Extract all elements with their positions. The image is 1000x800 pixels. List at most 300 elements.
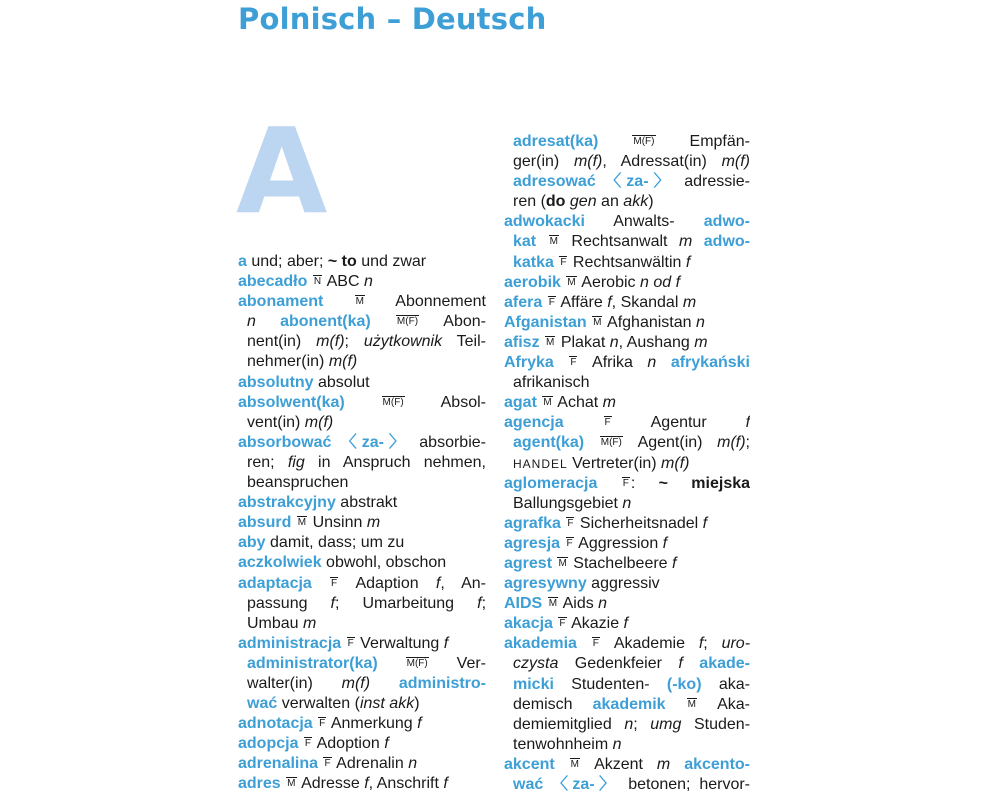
entry-text: Sicherheitsnadel bbox=[575, 514, 703, 532]
entry-line bbox=[504, 695, 750, 715]
entry-text: Akzent bbox=[581, 755, 657, 773]
entry-line bbox=[504, 735, 750, 755]
grammar-note: n bbox=[363, 273, 373, 291]
entry-line bbox=[238, 714, 486, 734]
grammar-note: f bbox=[364, 775, 369, 793]
headword: katka bbox=[513, 253, 554, 271]
entry-line bbox=[504, 192, 750, 212]
entry-text bbox=[542, 595, 546, 612]
entry-line bbox=[504, 313, 750, 333]
gender-marker: M bbox=[558, 557, 567, 569]
headword: adresować 〈za-〉 bbox=[513, 173, 675, 191]
gender-marker: F bbox=[566, 537, 573, 549]
entry-text bbox=[537, 394, 541, 411]
headword: administro- bbox=[398, 674, 486, 692]
entry-text: Adaption bbox=[339, 574, 436, 592]
entry-text: Afrika bbox=[578, 354, 648, 372]
entry-text: : bbox=[630, 474, 659, 492]
grammar-note: akk bbox=[623, 193, 649, 211]
entry-text bbox=[371, 313, 395, 330]
entry-line bbox=[504, 514, 750, 534]
entry-line bbox=[504, 373, 750, 393]
grammar-note: inst akk bbox=[359, 695, 415, 713]
entry-text bbox=[345, 394, 381, 411]
entry-text bbox=[378, 655, 405, 672]
headword: wać bbox=[247, 695, 278, 713]
entry-text: , An- bbox=[440, 574, 486, 592]
entry-text: ; Umarbeitung bbox=[334, 594, 478, 612]
entry-text: Aids bbox=[559, 595, 599, 613]
entry-line bbox=[238, 614, 486, 634]
headword: afera bbox=[504, 293, 543, 311]
entry-text: Adoption bbox=[313, 735, 385, 753]
headword: adwo- bbox=[703, 213, 750, 231]
grammar-note: f bbox=[443, 775, 448, 793]
gender-marker: F bbox=[570, 357, 577, 369]
entry-line bbox=[504, 393, 750, 413]
grammar-note: m bbox=[303, 614, 317, 632]
headword: (-ko) bbox=[666, 675, 702, 693]
entry-text bbox=[561, 274, 565, 291]
entry-text bbox=[536, 233, 547, 250]
headword: afisz bbox=[504, 333, 540, 351]
entry-text: Studen- bbox=[681, 715, 750, 733]
entry-text: Aggression bbox=[574, 534, 663, 552]
entry-text bbox=[587, 314, 591, 331]
entry-text: absorbie- bbox=[409, 433, 486, 451]
grammar-note: n bbox=[609, 333, 619, 351]
entry-line bbox=[238, 634, 486, 654]
entry-text: Adresse bbox=[297, 775, 365, 793]
gender-marker: M(F) bbox=[396, 316, 419, 328]
grammar-note: użytkownik bbox=[363, 333, 443, 351]
grammar-note: n bbox=[647, 354, 657, 372]
grammar-note: f bbox=[702, 514, 708, 532]
entry-text: Ballungsgebiet bbox=[513, 494, 623, 512]
entry-text: ABC bbox=[323, 273, 364, 291]
headword: agrest bbox=[504, 554, 553, 572]
entry-text bbox=[554, 254, 558, 271]
entry-text: Vertreter(in) bbox=[567, 454, 662, 472]
entry-text: nehmer(in) bbox=[247, 353, 329, 371]
entry-text: an bbox=[596, 193, 624, 211]
entry-line bbox=[238, 252, 486, 272]
headword: agrafka bbox=[504, 514, 561, 532]
entry-line bbox=[504, 634, 750, 654]
entry-text: nent(in) bbox=[247, 333, 317, 351]
entry-text bbox=[598, 133, 631, 150]
entry-text bbox=[553, 615, 557, 632]
grammar-note: f bbox=[443, 634, 449, 652]
entry-text bbox=[323, 293, 353, 310]
grammar-note: f bbox=[698, 635, 704, 653]
entry-text: Achat bbox=[553, 394, 603, 412]
entry-text bbox=[542, 294, 546, 311]
entry-text: Abon- bbox=[420, 313, 486, 331]
headword: abstrakcyjny bbox=[238, 494, 336, 512]
entry-text bbox=[313, 715, 317, 732]
headword: kat bbox=[513, 233, 537, 251]
gender-marker: M bbox=[287, 778, 296, 790]
entry-text bbox=[312, 575, 329, 592]
entry-text bbox=[577, 635, 591, 652]
entry-text: ; bbox=[481, 594, 486, 612]
headword: absolwent(ka) bbox=[238, 393, 345, 411]
headword: agat bbox=[504, 394, 537, 412]
grammar-note: m bbox=[694, 333, 708, 351]
entry-text: aka- bbox=[701, 675, 750, 693]
entry-line bbox=[504, 232, 750, 252]
entry-line bbox=[504, 172, 750, 192]
gender-marker: F bbox=[560, 256, 567, 268]
entry-text bbox=[298, 735, 302, 752]
headword: akcento- bbox=[684, 755, 750, 773]
entry-text: Studenten- bbox=[553, 675, 667, 693]
entry-text bbox=[666, 696, 686, 713]
headword: absurd bbox=[238, 514, 292, 532]
domain-label: HANDEL bbox=[513, 456, 568, 471]
entry-text: Abonnement bbox=[365, 293, 486, 311]
gender-marker: F bbox=[324, 758, 331, 770]
entry-line bbox=[238, 513, 486, 533]
dictionary-column-right bbox=[504, 132, 750, 795]
gender-marker: M bbox=[546, 336, 555, 348]
entry-text: demiemitglied bbox=[513, 715, 625, 733]
entry-text: ) bbox=[414, 695, 420, 713]
entry-line bbox=[238, 393, 486, 413]
gender-marker: M bbox=[687, 698, 696, 710]
entry-text: Aka- bbox=[697, 695, 750, 713]
headword: adres bbox=[238, 775, 281, 793]
entry-text: und; aber; bbox=[246, 253, 328, 270]
entry-text: Absol- bbox=[405, 393, 486, 411]
entry-text bbox=[291, 514, 295, 531]
headword: agresja bbox=[504, 534, 561, 552]
gender-marker: F bbox=[604, 417, 611, 429]
entry-line bbox=[504, 654, 750, 674]
entry-text: , Anschrift bbox=[368, 775, 444, 793]
grammar-note: m(f) bbox=[341, 674, 371, 692]
gender-marker: F bbox=[567, 517, 574, 529]
headword: adaptacja bbox=[238, 574, 312, 592]
entry-text: Anwalts- bbox=[584, 213, 704, 231]
headword: akademik bbox=[592, 695, 666, 713]
grammar-note: m bbox=[366, 514, 381, 532]
entry-text: Umbau bbox=[247, 614, 304, 632]
entry-text bbox=[307, 273, 311, 290]
entry-line bbox=[504, 474, 750, 494]
entry-text: demisch bbox=[513, 695, 593, 713]
entry-text: ; bbox=[703, 635, 722, 653]
headword: adwokacki bbox=[504, 213, 585, 231]
entry-line bbox=[504, 273, 750, 293]
gender-marker: F bbox=[331, 577, 338, 589]
entry-text bbox=[370, 675, 399, 692]
headword: adnotacja bbox=[238, 715, 313, 733]
entry-text: vent(in) bbox=[247, 413, 305, 431]
entry-text: Akademie bbox=[600, 635, 699, 653]
grammar-note: f bbox=[330, 594, 335, 612]
gender-marker: M bbox=[593, 316, 602, 328]
entry-text: ; bbox=[344, 333, 364, 351]
grammar-note: m(f) bbox=[304, 413, 334, 431]
entry-text bbox=[597, 475, 620, 492]
entry-text: Akazie bbox=[567, 615, 624, 633]
headword: wać 〈za-〉 bbox=[513, 776, 620, 793]
grammar-note: n bbox=[612, 735, 622, 753]
grammar-note: f bbox=[435, 574, 441, 592]
gender-marker: F bbox=[319, 718, 326, 730]
entry-text bbox=[670, 756, 684, 773]
entry-line bbox=[238, 473, 486, 493]
entry-line bbox=[238, 674, 486, 694]
entry-text bbox=[584, 434, 599, 451]
entry-text: Afghanistan bbox=[603, 313, 696, 331]
headword: micki bbox=[513, 675, 554, 693]
entry-text: Ver- bbox=[429, 654, 486, 672]
entry-line bbox=[238, 352, 486, 372]
entry-line bbox=[238, 453, 486, 473]
entry-text: Agentur bbox=[612, 414, 746, 432]
entry-text bbox=[552, 555, 556, 572]
entry-text bbox=[256, 313, 280, 330]
gender-marker: M bbox=[567, 276, 576, 288]
entry-line bbox=[504, 293, 750, 313]
entry-line bbox=[504, 534, 750, 554]
grammar-note: f bbox=[672, 554, 677, 572]
entry-line bbox=[238, 654, 486, 674]
entry-text: ) bbox=[648, 193, 654, 211]
entry-line bbox=[504, 353, 750, 373]
headword: abonent(ka) bbox=[280, 313, 371, 331]
entry-line bbox=[504, 614, 750, 634]
grammar-note: f bbox=[477, 594, 482, 612]
headword: AIDS bbox=[504, 595, 543, 613]
gender-marker: N bbox=[313, 276, 322, 288]
grammar-note: f bbox=[662, 534, 668, 552]
grammar-note: fig bbox=[287, 453, 305, 471]
grammar-note: m(f) bbox=[717, 434, 746, 452]
entry-text bbox=[561, 515, 565, 532]
headword: aerobik bbox=[504, 273, 561, 291]
gender-marker: F bbox=[548, 296, 555, 308]
grammar-note: umg bbox=[650, 715, 682, 733]
entry-line bbox=[504, 454, 750, 474]
page-title: Polnisch – Deutsch bbox=[238, 2, 547, 36]
bold-phrase: ~ to bbox=[327, 253, 357, 270]
entry-text: verwalten ( bbox=[277, 695, 360, 713]
grammar-note: f bbox=[417, 715, 422, 733]
entry-line bbox=[238, 774, 486, 794]
entry-text: passung bbox=[247, 594, 331, 612]
grammar-note: m(f) bbox=[661, 454, 690, 472]
grammar-note: uro- bbox=[721, 635, 750, 653]
gender-marker: F bbox=[559, 618, 566, 630]
entry-text: Gedenkfeier bbox=[558, 655, 679, 673]
headword: aby bbox=[238, 534, 266, 552]
entry-line bbox=[504, 494, 750, 514]
entry-line bbox=[504, 775, 750, 795]
entry-text: adressie- bbox=[674, 173, 750, 191]
entry-text: aggressiv bbox=[586, 575, 660, 593]
entry-text: Rechtsanwältin bbox=[568, 253, 686, 271]
entry-line bbox=[504, 413, 750, 433]
entry-text: Empfän- bbox=[656, 133, 750, 150]
entry-text: Verwaltung bbox=[355, 634, 444, 652]
gender-marker: M bbox=[297, 517, 307, 529]
entry-text bbox=[281, 775, 285, 792]
headword: akcent bbox=[504, 755, 555, 773]
grammar-note: m(f) bbox=[328, 353, 358, 371]
entry-line bbox=[504, 333, 750, 353]
grammar-note: f bbox=[678, 655, 683, 673]
entry-text: Stachelbeere bbox=[568, 554, 673, 572]
headword: agresywny bbox=[504, 575, 587, 593]
gender-marker: M(F) bbox=[382, 396, 404, 408]
headword: a bbox=[238, 253, 247, 270]
entry-text: Unsinn bbox=[308, 514, 367, 532]
headword: adrenalina bbox=[238, 755, 319, 773]
gender-marker: M bbox=[355, 296, 364, 308]
gender-marker: M bbox=[549, 236, 558, 248]
headword: Afganistan bbox=[504, 313, 587, 331]
entry-text bbox=[692, 233, 703, 250]
section-letter: A bbox=[236, 102, 328, 240]
grammar-note: f bbox=[745, 414, 750, 432]
entry-text: ren; bbox=[247, 453, 288, 471]
entry-line bbox=[238, 292, 486, 312]
entry-text: Aerobic bbox=[577, 273, 640, 291]
entry-text: walter(in) bbox=[247, 674, 342, 692]
headword: afrykański bbox=[670, 354, 750, 372]
entry-text: in Anspruch nehmen, bbox=[304, 453, 486, 471]
grammar-note: gen bbox=[569, 193, 597, 211]
entry-line bbox=[238, 373, 486, 393]
bold-phrase: do bbox=[545, 193, 566, 211]
gender-marker: M(F) bbox=[633, 136, 655, 147]
entry-line bbox=[504, 715, 750, 735]
headword: adresat(ka) bbox=[513, 133, 599, 150]
entry-text bbox=[555, 756, 569, 773]
entry-line bbox=[504, 132, 750, 152]
gender-marker: M bbox=[548, 598, 558, 610]
grammar-note: m bbox=[602, 394, 616, 412]
entry-text: , Adressat(in) bbox=[602, 153, 722, 171]
entry-text: und zwar bbox=[356, 253, 427, 270]
headword: adopcja bbox=[238, 735, 299, 753]
grammar-note: m bbox=[678, 233, 693, 251]
entry-text: Anmerkung bbox=[327, 715, 418, 733]
bold-phrase: ~ miejska bbox=[658, 474, 750, 492]
entry-line bbox=[238, 694, 486, 714]
grammar-note: m(f) bbox=[573, 153, 603, 171]
headword: absolutny bbox=[238, 373, 314, 391]
grammar-note: m(f) bbox=[721, 153, 750, 171]
grammar-note: n bbox=[695, 313, 705, 331]
entry-text bbox=[564, 414, 603, 431]
headword: aczkolwiek bbox=[238, 554, 322, 572]
entry-line bbox=[504, 433, 750, 453]
entry-text: ; bbox=[745, 434, 750, 452]
grammar-note: m bbox=[656, 755, 671, 773]
entry-line bbox=[238, 312, 486, 332]
entry-text: obwohl, obschon bbox=[321, 554, 447, 572]
grammar-note: f bbox=[384, 735, 389, 753]
headword: agencja bbox=[504, 414, 564, 432]
entry-line bbox=[238, 734, 486, 754]
gender-marker: F bbox=[304, 738, 312, 750]
entry-text bbox=[318, 755, 322, 772]
entry-text: beanspruchen bbox=[247, 474, 349, 492]
headword: administracja bbox=[238, 634, 342, 652]
entry-text bbox=[683, 655, 699, 672]
entry-text: absolut bbox=[313, 373, 370, 391]
entry-text bbox=[554, 354, 569, 371]
entry-text: abstrakt bbox=[335, 494, 398, 512]
gender-marker: F bbox=[592, 638, 599, 650]
grammar-note: n bbox=[622, 494, 632, 512]
entry-line bbox=[238, 574, 486, 594]
entry-line bbox=[238, 493, 486, 513]
entry-text: Adrenalin bbox=[332, 755, 409, 773]
entry-text: ger(in) bbox=[513, 153, 574, 171]
headword: aglomeracja bbox=[504, 474, 598, 492]
entry-line bbox=[504, 212, 750, 232]
entry-text bbox=[656, 354, 671, 371]
entry-text: Rechtsanwalt bbox=[559, 233, 679, 251]
headword: absorbować 〈za-〉 bbox=[238, 433, 410, 451]
entry-text: Plakat bbox=[556, 333, 610, 351]
gender-marker: F bbox=[622, 477, 629, 489]
entry-text bbox=[560, 535, 564, 552]
grammar-note: n bbox=[624, 715, 634, 733]
headword: adwo- bbox=[703, 233, 750, 251]
headword: abecadło bbox=[238, 273, 308, 291]
grammar-note: f bbox=[623, 615, 628, 633]
entry-text: ren ( bbox=[513, 193, 546, 211]
entry-line bbox=[238, 553, 486, 573]
entry-line bbox=[504, 574, 750, 594]
grammar-note: n od f bbox=[639, 273, 681, 291]
grammar-note: m(f) bbox=[316, 333, 345, 351]
gender-marker: M bbox=[543, 397, 552, 409]
gender-marker: M(F) bbox=[600, 437, 622, 449]
grammar-note: f bbox=[607, 293, 612, 311]
entry-line bbox=[238, 594, 486, 614]
headword: administrator(ka) bbox=[247, 654, 378, 672]
gender-marker: M(F) bbox=[406, 657, 428, 669]
entry-text: , Aushang bbox=[618, 333, 695, 351]
entry-text: Agent(in) bbox=[623, 434, 718, 452]
entry-text: Affäre bbox=[556, 293, 608, 311]
gender-marker: M bbox=[570, 758, 579, 770]
entry-text bbox=[540, 334, 544, 351]
entry-line bbox=[504, 152, 750, 172]
entry-line bbox=[504, 755, 750, 775]
grammar-note: n bbox=[408, 755, 418, 773]
entry-text: tenwohnheim bbox=[513, 735, 613, 753]
grammar-note: n bbox=[598, 595, 608, 613]
entry-line bbox=[238, 754, 486, 774]
headword: Afryka bbox=[504, 354, 554, 372]
entry-text: , Skandal bbox=[611, 293, 683, 311]
entry-text: damit, dass; um zu bbox=[265, 534, 405, 552]
entry-line bbox=[238, 433, 486, 453]
entry-line bbox=[238, 332, 486, 352]
gender-marker: F bbox=[347, 637, 354, 649]
headword: agent(ka) bbox=[513, 434, 585, 452]
entry-line bbox=[504, 253, 750, 273]
